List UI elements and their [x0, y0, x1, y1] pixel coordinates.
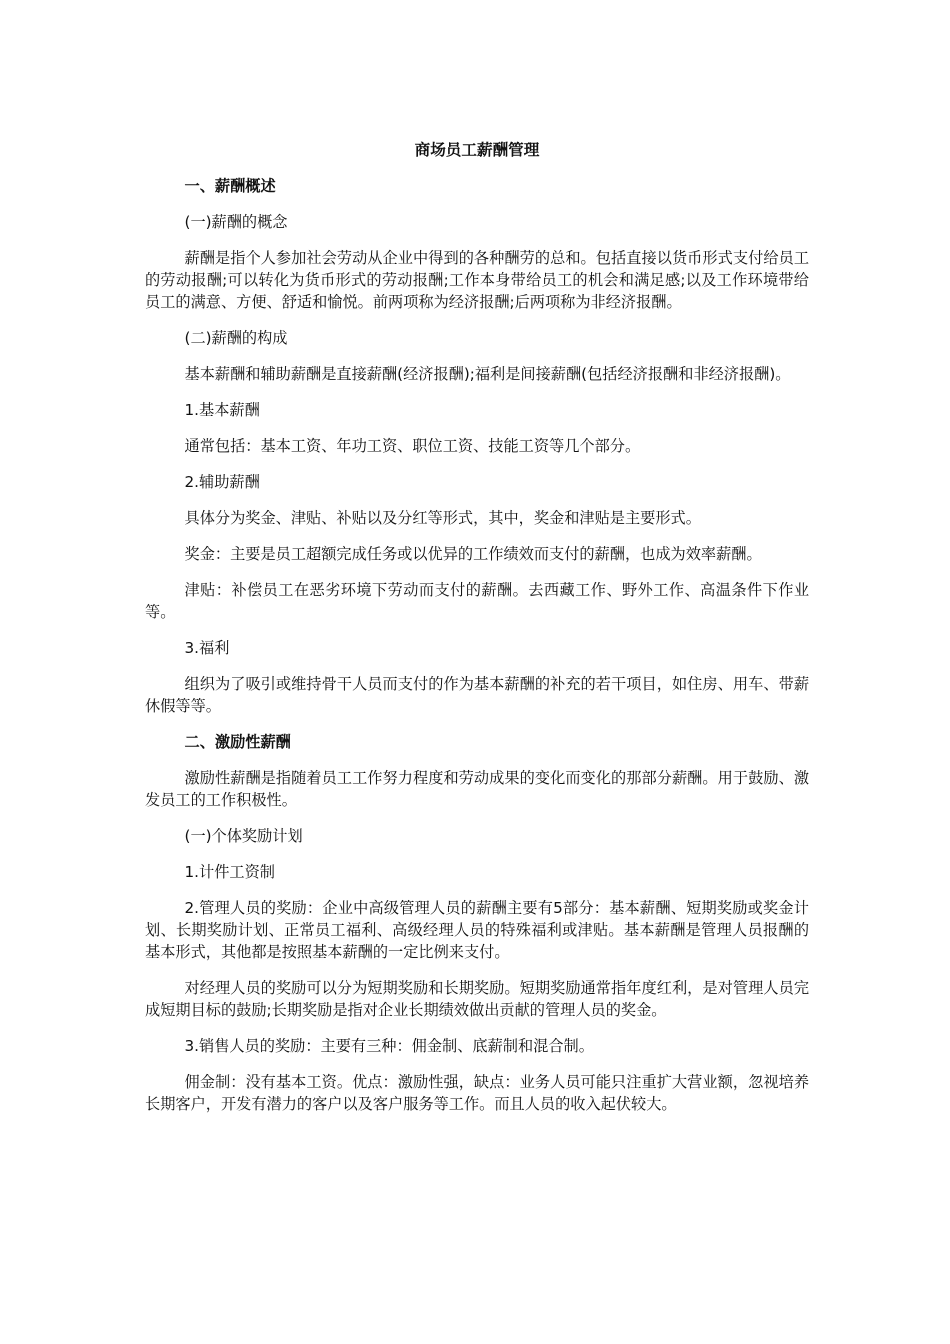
item-heading-basic: 1.基本薪酬 — [184, 401, 260, 419]
subsection-heading-structure: (二)薪酬的构成 — [184, 329, 288, 347]
subsection-heading-individual: (一)个体奖励计划 — [184, 827, 303, 845]
paragraph-sales-rewards: 3.销售人员的奖励：主要有三种：佣金制、底薪制和混合制。 — [184, 1037, 594, 1055]
section-heading-1: 一、薪酬概述 — [184, 177, 276, 195]
section-heading-2: 二、激励性薪酬 — [184, 733, 291, 751]
item-heading-piecework: 1.计件工资制 — [184, 863, 275, 881]
paragraph-manager-short-long: 对经理人员的奖励可以分为短期奖励和长期奖励。短期奖励通常指年度红利，是对管理人员完成短期目标的鼓励;长期奖励是指对企业长期绩效做出贡献的管理人员的奖金。 — [145, 979, 809, 1019]
paragraph-manager-rewards: 2.管理人员的奖励：企业中高级管理人员的薪酬主要有5部分：基本薪酬、短期奖励或奖金计划、长期奖励计划、正常员工福利、高级经理人员的特殊福利或津贴。基本薪酬是管理人员报酬的基本形式，其他都是按照基本薪酬的一定比例来支付。 — [145, 899, 809, 961]
document-body — [145, 139, 809, 1129]
document-title: 商场员工薪酬管理 — [414, 141, 540, 159]
paragraph-welfare: 组织为了吸引或维持骨干人员而支付的作为基本薪酬的补充的若干项目，如住房、用车、带薪休假等等。 — [145, 675, 809, 715]
paragraph-commission: 佣金制：没有基本工资。优点：激励性强，缺点：业务人员可能只注重扩大营业额，忽视培养长期客户，开发有潜力的客户以及客户服务等工作。而且人员的收入起伏较大。 — [145, 1073, 809, 1113]
paragraph-auxiliary: 具体分为奖金、津贴、补贴以及分红等形式，其中，奖金和津贴是主要形式。 — [184, 509, 701, 527]
paragraph-structure: 基本薪酬和辅助薪酬是直接薪酬(经济报酬);福利是间接薪酬(包括经济报酬和非经济报酬)。 — [184, 365, 791, 383]
item-heading-welfare: 3.福利 — [184, 639, 230, 657]
subsection-heading-concept: (一)薪酬的概念 — [184, 213, 288, 231]
paragraph-concept: 薪酬是指个人参加社会劳动从企业中得到的各种酬劳的总和。包括直接以货币形式支付给员工的劳动报酬;可以转化为货币形式的劳动报酬;工作本身带给员工的机会和满足感;以及工作环境带给员工的满意、方便、舒适和愉悦。前两项称为经济报酬;后两项称为非经济报酬。 — [145, 249, 809, 311]
paragraph-incentive: 激励性薪酬是指随着员工工作努力程度和劳动成果的变化而变化的那部分薪酬。用于鼓励、激发员工的工作积极性。 — [145, 769, 809, 809]
paragraph-allowance: 津贴：补偿员工在恶劣环境下劳动而支付的薪酬。去西藏工作、野外工作、高温条件下作业等。 — [145, 581, 809, 621]
paragraph-basic: 通常包括：基本工资、年功工资、职位工资、技能工资等几个部分。 — [184, 437, 641, 455]
item-heading-auxiliary: 2.辅助薪酬 — [184, 473, 260, 491]
paragraph-bonus: 奖金：主要是员工超额完成任务或以优异的工作绩效而支付的薪酬，也成为效率薪酬。 — [184, 545, 762, 563]
